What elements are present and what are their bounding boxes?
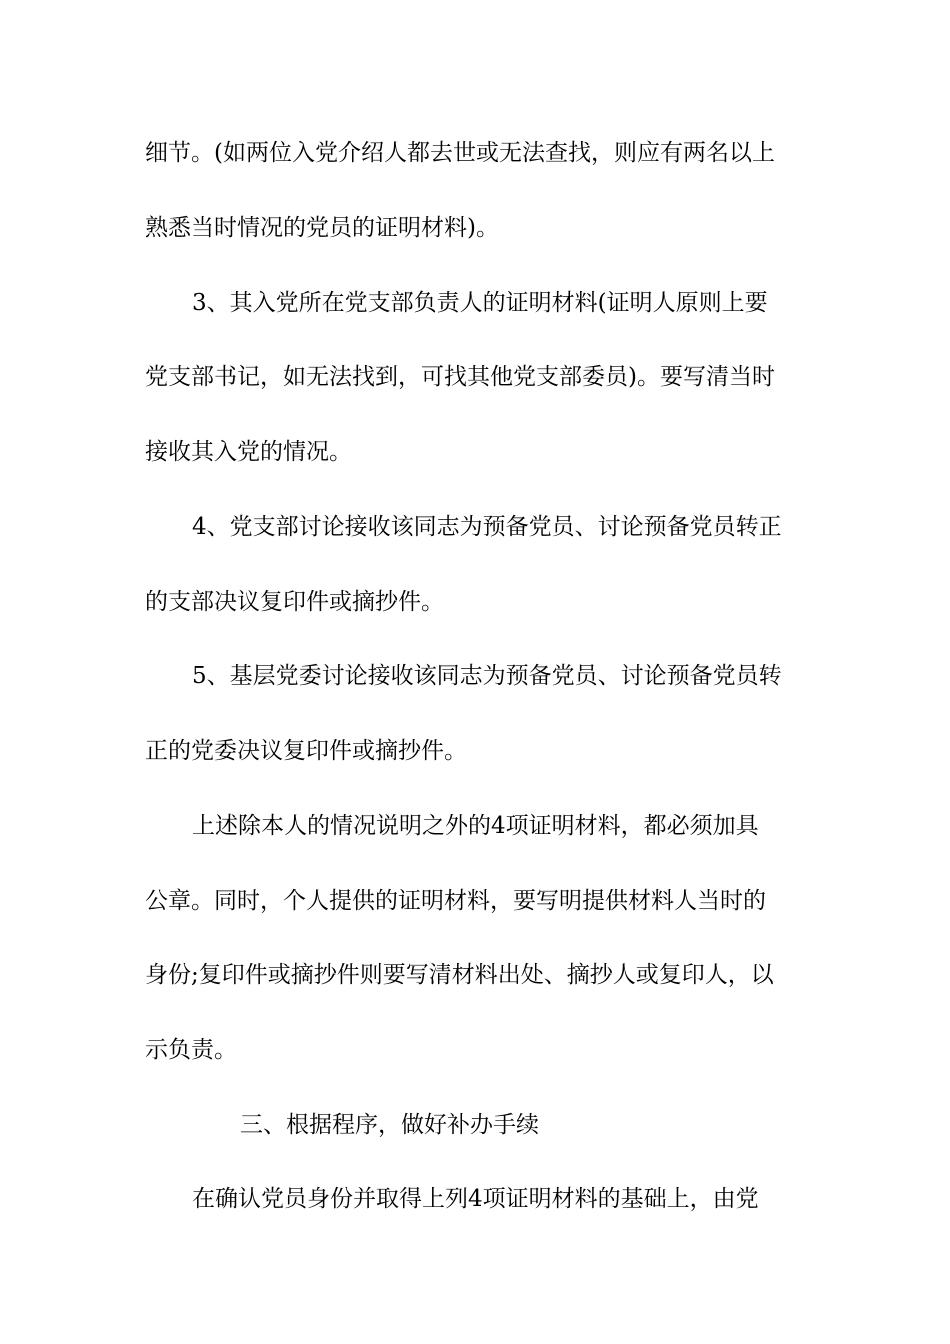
body-text-line: 示负责。 <box>145 1037 237 1063</box>
paragraph-line: 上述除本人的情况说明之外的4项证明材料，都必须加具 <box>192 813 759 839</box>
list-item-5-line: 5、基层党委讨论接收该同志为预备党员、讨论预备党员转 <box>192 663 782 689</box>
body-text-line: 正的党委决议复印件或摘抄件。 <box>145 738 467 764</box>
list-item-3-line: 3、其入党所在党支部负责人的证明材料(证明人原则上要 <box>192 290 768 316</box>
body-text-line: 公章。同时，个人提供的证明材料，要写明提供材料人当时的 <box>145 888 766 914</box>
body-text-line: 细节。(如两位入党介绍人都去世或无法查找，则应有两名以上 <box>145 140 775 166</box>
body-text-line: 党支部书记，如无法找到，可找其他党支部委员)。要写清当时 <box>145 364 775 390</box>
body-text-line: 接收其入党的情况。 <box>145 439 352 465</box>
section-heading: 三、根据程序，做好补办手续 <box>240 1112 539 1138</box>
body-text-line: 身份;复印件或摘抄件则要写清材料出处、摘抄人或复印人，以 <box>145 962 774 988</box>
body-text-line: 的支部决议复印件或摘抄件。 <box>145 589 444 615</box>
body-text-line: 熟悉当时情况的党员的证明材料)。 <box>145 215 499 241</box>
paragraph-line: 在确认党员身份并取得上列4项证明材料的基础上，由党 <box>192 1186 759 1212</box>
list-item-4-line: 4、党支部讨论接收该同志为预备党员、讨论预备党员转正 <box>192 514 782 540</box>
